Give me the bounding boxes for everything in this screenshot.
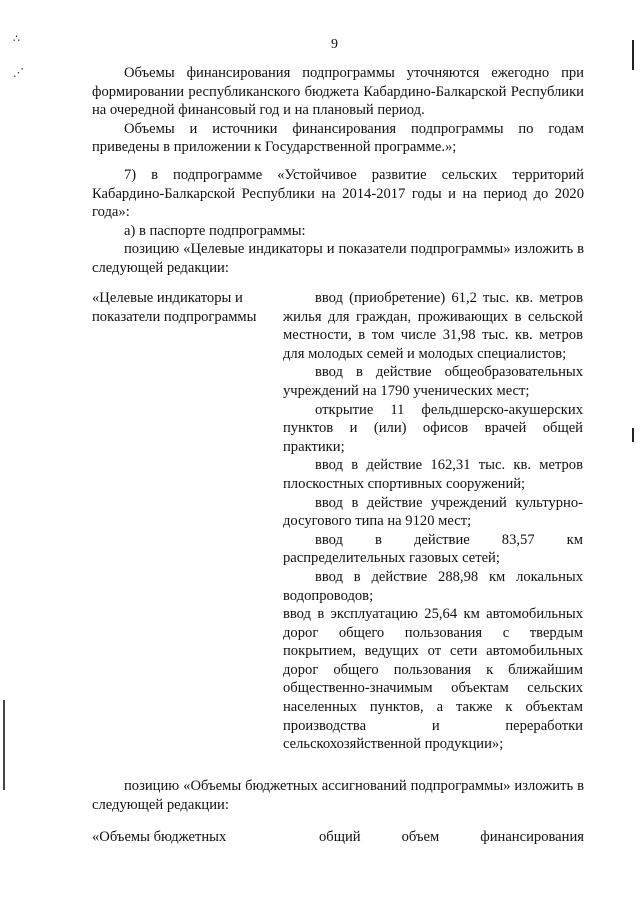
paragraph: позицию «Целевые индикаторы и показатели подпрограммы» изложить в следующей редакции: (92, 241, 584, 276)
budget-label: «Объемы бюджетных (92, 829, 227, 845)
paragraph: 7) в подпрограмме «Устойчивое развитие сельских территорий Кабардино-Балкарской Республики на 2014-2017 годы и на период до 2020 года»: (92, 167, 584, 221)
indicator-item: ввод (приобретение) 61,2 тыс. кв. метров жилья для граждан, проживающих в сельской местности, в том числе 31,98 тыс. кв. метров для молодых семей и молодых специалистов; (283, 290, 583, 362)
indicator-item: открытие 11 фельдшерско-акушерских пунктов и (или) офисов врачей общей практики; (283, 401, 583, 455)
scan-edge-mark (3, 700, 5, 790)
indicator-item: ввод в действие учреждений культурно-досугового типа на 9120 мест; (283, 494, 583, 530)
section-7-block (92, 166, 584, 278)
indicator-item: ввод в действие общеобразовательных учреждений на 1790 ученических мест; (283, 364, 583, 399)
budget-value: общий объем финансирования (319, 829, 584, 845)
intro-block (92, 64, 584, 157)
indicators-label: «Целевые индикаторы и показатели подпрограммы (92, 290, 257, 325)
page-number: 9 (331, 37, 338, 52)
indicator-item: ввод в действие 162,31 тыс. кв. метров плоскостных спортивных сооружений; (283, 457, 583, 492)
indicators-list (283, 289, 583, 754)
indicator-item: ввод в действие 83,57 км распределительных газовых сетей; (283, 531, 583, 567)
indicator-item: ввод в действие 288,98 км локальных водопроводов; (283, 568, 583, 604)
scan-edge-mark (632, 428, 634, 442)
scan-edge-mark (632, 40, 634, 70)
paragraph: Объемы и источники финансирования подпрограммы по годам приведены в приложении к Государственной программе.»; (92, 120, 584, 156)
budget-intro-block (92, 777, 584, 814)
paragraph: а) в паспорте подпрограммы: (124, 222, 306, 239)
indicator-item: ввод в эксплуатацию 25,64 км автомобильных дорог общего пользования с твердым покрытием, ведущих от сети автомобильных дорог общего пользования к ближайшим общественно-значимым объектам сельских населенных пунктов, а также к объектам производства и переработки сельскохозяйственной продукции»; (283, 606, 583, 753)
scan-artifact-dots: ⋰ (13, 67, 24, 79)
paragraph: Объемы финансирования подпрограммы уточняются ежегодно при формировании республиканского бюджета Кабардино-Балкарской Республики на очередной финансовый год и на плановый период. (92, 65, 584, 119)
scan-artifact-dots: ∴ (13, 33, 20, 45)
paragraph: позицию «Объемы бюджетных ассигнований подпрограммы» изложить в следующей редакции: (92, 778, 584, 813)
